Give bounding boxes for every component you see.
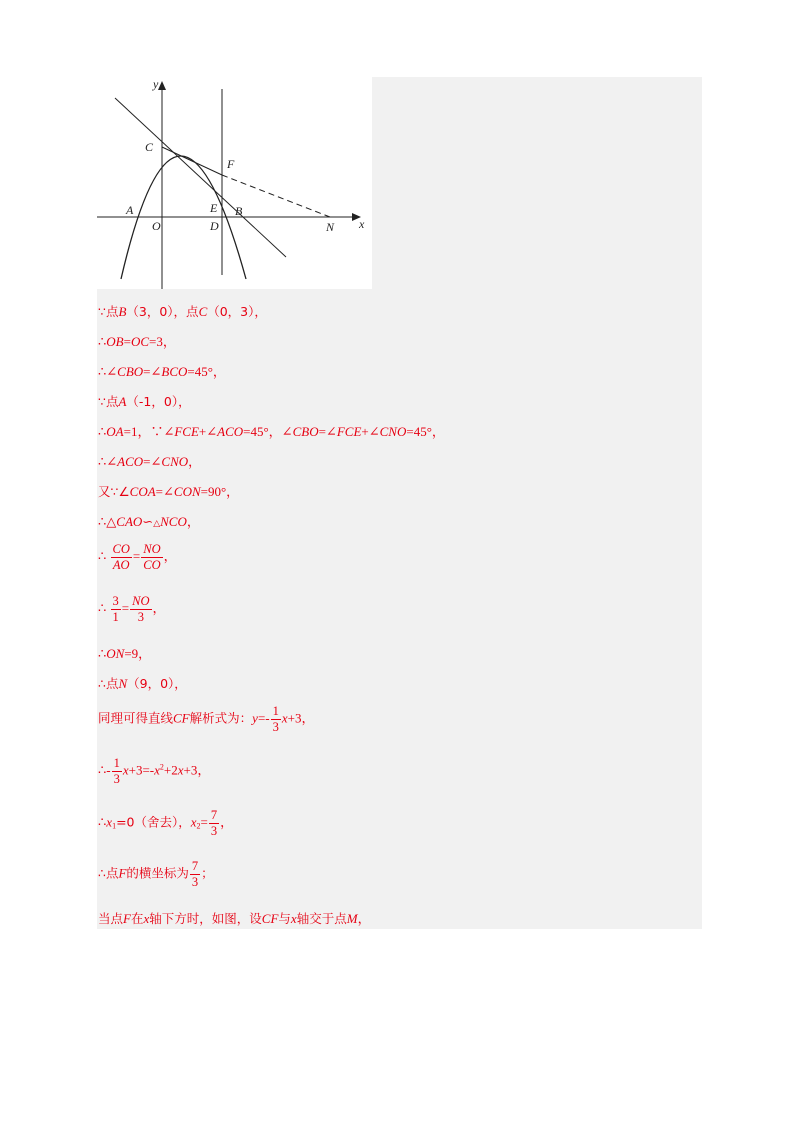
label-a: A (126, 203, 134, 217)
fraction-no-3: $\frac{NO}{3}$ (132, 594, 150, 624)
solution-line-4: ∵点A（-1，0）， (98, 394, 191, 409)
label-c: C (145, 140, 154, 154)
solution-line-10: ∴ $\frac{3}{1}$ = $\frac{NO}{3}$ ， (98, 594, 166, 624)
y-axis-arrow (158, 81, 166, 90)
fraction-7-3: $\frac{7}{3}$ (210, 808, 218, 838)
coordinate-diagram (97, 77, 372, 289)
fraction-co-ao: $\frac{CO}{AO}$ (112, 542, 130, 572)
solution-line-15: $\therefore x_1=0$（舍去），$x_2=$ $\frac{7}{3}$ ， (98, 808, 234, 838)
fraction-no-co: $\frac{NO}{CO}$ (143, 542, 161, 572)
segment-cf (162, 147, 222, 175)
fraction-1-3: $\frac{1}{3}$ (113, 756, 120, 786)
solution-line-9: ∴ $\frac{CO}{AO}$ = $\frac{NO}{CO}$ ， (98, 542, 177, 572)
label-o: O (152, 219, 161, 233)
solution-line-11: ∴ON=9， (98, 646, 152, 661)
label-x: x (359, 217, 365, 231)
solution-line-16: ∴点F的横坐标为 $\frac{7}{3}$ ； (98, 859, 214, 889)
label-f: F (227, 157, 235, 171)
solution-line-6: ∴∠ACO=∠CNO， (98, 454, 202, 469)
geometry-figure (97, 77, 372, 289)
line-cb (115, 98, 286, 257)
label-y: y (153, 77, 159, 91)
solution-line-2: ∴OB=OC=3， (98, 334, 176, 349)
label-e: E (210, 201, 218, 215)
solution-line-14: ∴- $\frac{1}{3}$ $x+3=-x^2+2x+3$， (98, 756, 211, 786)
solution-line-8: ∴△CAO∽△NCO， (98, 514, 200, 529)
label-n: N (326, 220, 335, 234)
solution-line-5: ∴OA=1，∵∠FCE+∠ACO=45°，∠CBO=∠FCE+∠CNO=45°， (98, 424, 445, 439)
fraction-3-1: $\frac{3}{1}$ (112, 594, 119, 624)
fraction-7-3: $\frac{7}{3}$ (191, 859, 199, 889)
solution-line-17: 当点F在x轴下方时，如图，设CF与x轴交于点M， (98, 911, 371, 926)
solution-line-13: 同理可得直线CF解析式为：y=- $\frac{1}{3}$ x+3， (98, 704, 315, 734)
solution-line-1: ∵点B（3，0），点C（0，3）， (98, 304, 267, 319)
solution-line-7: 又∵∠COA=∠CON=90°， (98, 484, 240, 499)
solution-line-12: ∴点N（9，0）， (98, 676, 187, 691)
solution-line-3: ∴∠CBO=∠BCO=45°， (98, 364, 226, 379)
label-b: B (235, 204, 243, 218)
fraction-1-3: $\frac{1}{3}$ (272, 704, 279, 734)
label-d: D (210, 219, 219, 233)
